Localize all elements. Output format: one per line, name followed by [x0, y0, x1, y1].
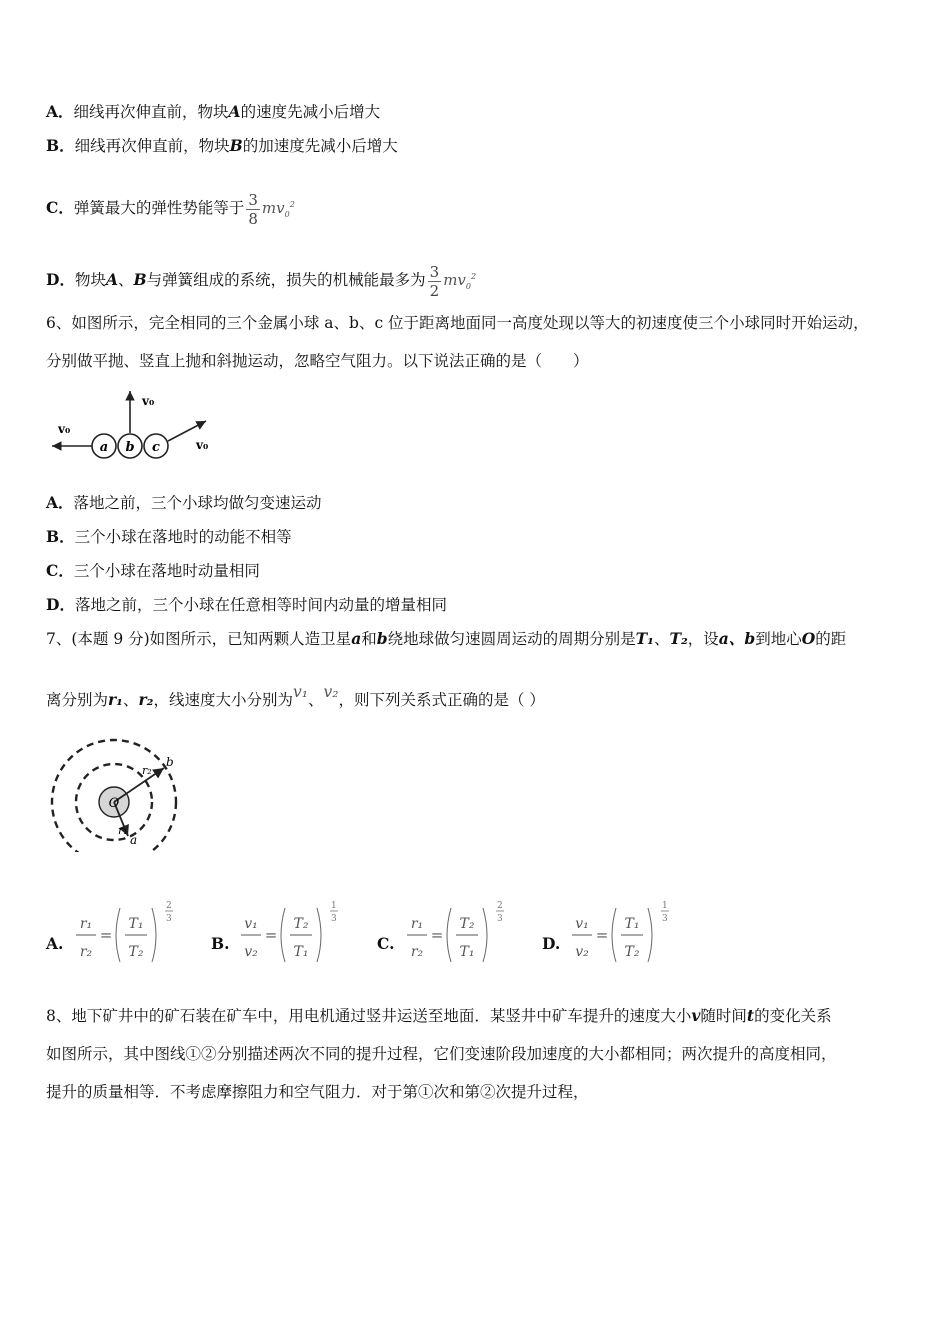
right-paren	[648, 908, 652, 962]
right-paren	[483, 908, 487, 962]
rhs-denominator: T₁	[293, 944, 309, 960]
q7-option-a	[46, 898, 206, 968]
fraction: $\frac{3}{8}$	[248, 190, 258, 228]
exponent: 2	[497, 901, 503, 911]
lhs-denominator: v₂	[244, 944, 258, 960]
q5-option-a: A．细线再次伸直前，物块A的速度先减小后增大	[46, 102, 381, 121]
left-paren	[281, 908, 285, 962]
q6-stem-line2: 分别做平抛、竖直上抛和斜抛运动，忽略空气阻力。以下说法正确的是（ ）	[46, 352, 589, 370]
option-label: A.	[46, 934, 64, 953]
lhs-numerator: v₁	[244, 916, 258, 932]
q7-figure	[46, 732, 186, 852]
formula	[570, 898, 695, 968]
fraction: $\frac{3}{2}$	[429, 262, 440, 300]
b-label: b	[166, 755, 174, 769]
rhs-denominator: T₂	[128, 944, 144, 960]
equals-sign: =	[264, 926, 278, 944]
ball-a-label: a	[99, 440, 109, 455]
q7-stem-line1: 7、(本题 9 分)如图所示，已知两颗人造卫星a和b绕地球做匀速圆周运动的周期分别是T₁、T₂，设a、b到地心O的距	[46, 629, 847, 648]
rhs-denominator: T₂	[624, 944, 640, 960]
exponent: 1	[662, 901, 668, 911]
v-left-label: v₀	[58, 422, 71, 436]
right-paren	[317, 908, 321, 962]
q6-option-b: B．三个小球在落地时的动能不相等	[46, 527, 292, 546]
rhs-numerator: T₂	[293, 916, 309, 932]
formula	[405, 898, 530, 968]
q5-option-d: D．物块A、B与弹簧组成的系统，损失的机械能最多为 $\frac{3}{2}$ $mv_0^2$	[46, 262, 477, 300]
rhs-numerator: T₂	[459, 916, 475, 932]
option-label: C.	[377, 934, 395, 953]
exponent-denominator: 3	[497, 914, 503, 924]
ball-b-label: b	[125, 440, 135, 455]
right-paren	[152, 908, 156, 962]
rhs-numerator: T₁	[624, 916, 640, 932]
exponent-denominator: 3	[662, 914, 668, 924]
q7-option-b	[211, 898, 371, 968]
exponent: 1	[331, 901, 337, 911]
math-expression: $mv_0^2$	[443, 271, 477, 291]
formula	[74, 898, 199, 968]
exponent-denominator: 3	[166, 914, 172, 924]
lhs-numerator: v₁	[575, 916, 589, 932]
formula	[239, 898, 364, 968]
q7-option-c	[377, 898, 537, 968]
option-label: B.	[211, 934, 230, 953]
left-paren	[116, 908, 120, 962]
option-label: B．	[46, 136, 75, 155]
option-label: D.	[542, 934, 561, 953]
q8-stem-line3: 提升的质量相等．不考虑摩擦阻力和空气阻力．对于第①次和第②次提升过程，	[46, 1083, 589, 1101]
v-right-label: v₀	[196, 438, 209, 452]
q7-stem-line2: 离分别为r₁、r₂，线速度大小分别为v₁、v₂，则下列关系式正确的是（ ）	[46, 683, 545, 709]
q5-option-c: C．弹簧最大的弹性势能等于 $\frac{3}{8}$ $mv_0^2$	[46, 190, 295, 228]
lhs-denominator: v₂	[575, 944, 589, 960]
left-paren	[447, 908, 451, 962]
lhs-numerator: r₁	[79, 916, 93, 932]
center-label: O	[108, 796, 120, 811]
math-expression: $mv_0^2$	[261, 199, 295, 219]
q6-figure	[46, 385, 221, 465]
equals-sign: =	[430, 926, 444, 944]
lhs-denominator: r₂	[410, 944, 424, 960]
option-label: A．	[46, 102, 74, 121]
q5-option-b: B．细线再次伸直前，物块B的加速度先减小后增大	[46, 136, 398, 155]
left-paren	[612, 908, 616, 962]
q6-stem-line1: 6、如图所示，完全相同的三个金属小球 a、b、c 位于距离地面同一高度处现以等大的初速度使三个小球同时开始运动，	[46, 314, 869, 332]
lhs-denominator: r₂	[79, 944, 93, 960]
rhs-numerator: T₁	[128, 916, 144, 932]
q8-stem-line1: 8、地下矿井中的矿石装在矿车中，用电机通过竖井运送至地面．某竖井中矿车提升的速度大小v随时间t的变化关系	[46, 1006, 832, 1025]
exponent: 2	[166, 901, 172, 911]
r2-label: r₂	[142, 764, 152, 777]
equals-sign: =	[99, 926, 113, 944]
exponent-denominator: 3	[331, 914, 337, 924]
q6-option-c: C．三个小球在落地时动量相同	[46, 561, 260, 580]
v-up-label: v₀	[142, 394, 155, 408]
q7-option-d	[542, 898, 702, 968]
rhs-denominator: T₁	[459, 944, 475, 960]
q6-option-a: A．落地之前，三个小球均做匀变速运动	[46, 493, 322, 512]
lhs-numerator: r₁	[410, 916, 424, 932]
q6-option-d: D．落地之前，三个小球在任意相等时间内动量的增量相同	[46, 595, 447, 614]
r1-label: r₁	[118, 824, 128, 837]
ball-c-label: c	[152, 440, 160, 455]
a-label: a	[130, 833, 138, 847]
equals-sign: =	[595, 926, 609, 944]
q8-stem-line2: 如图所示，其中图线①②分别描述两次不同的提升过程，它们变速阶段加速度的大小都相同；两次提升的高度相同，	[46, 1045, 837, 1063]
